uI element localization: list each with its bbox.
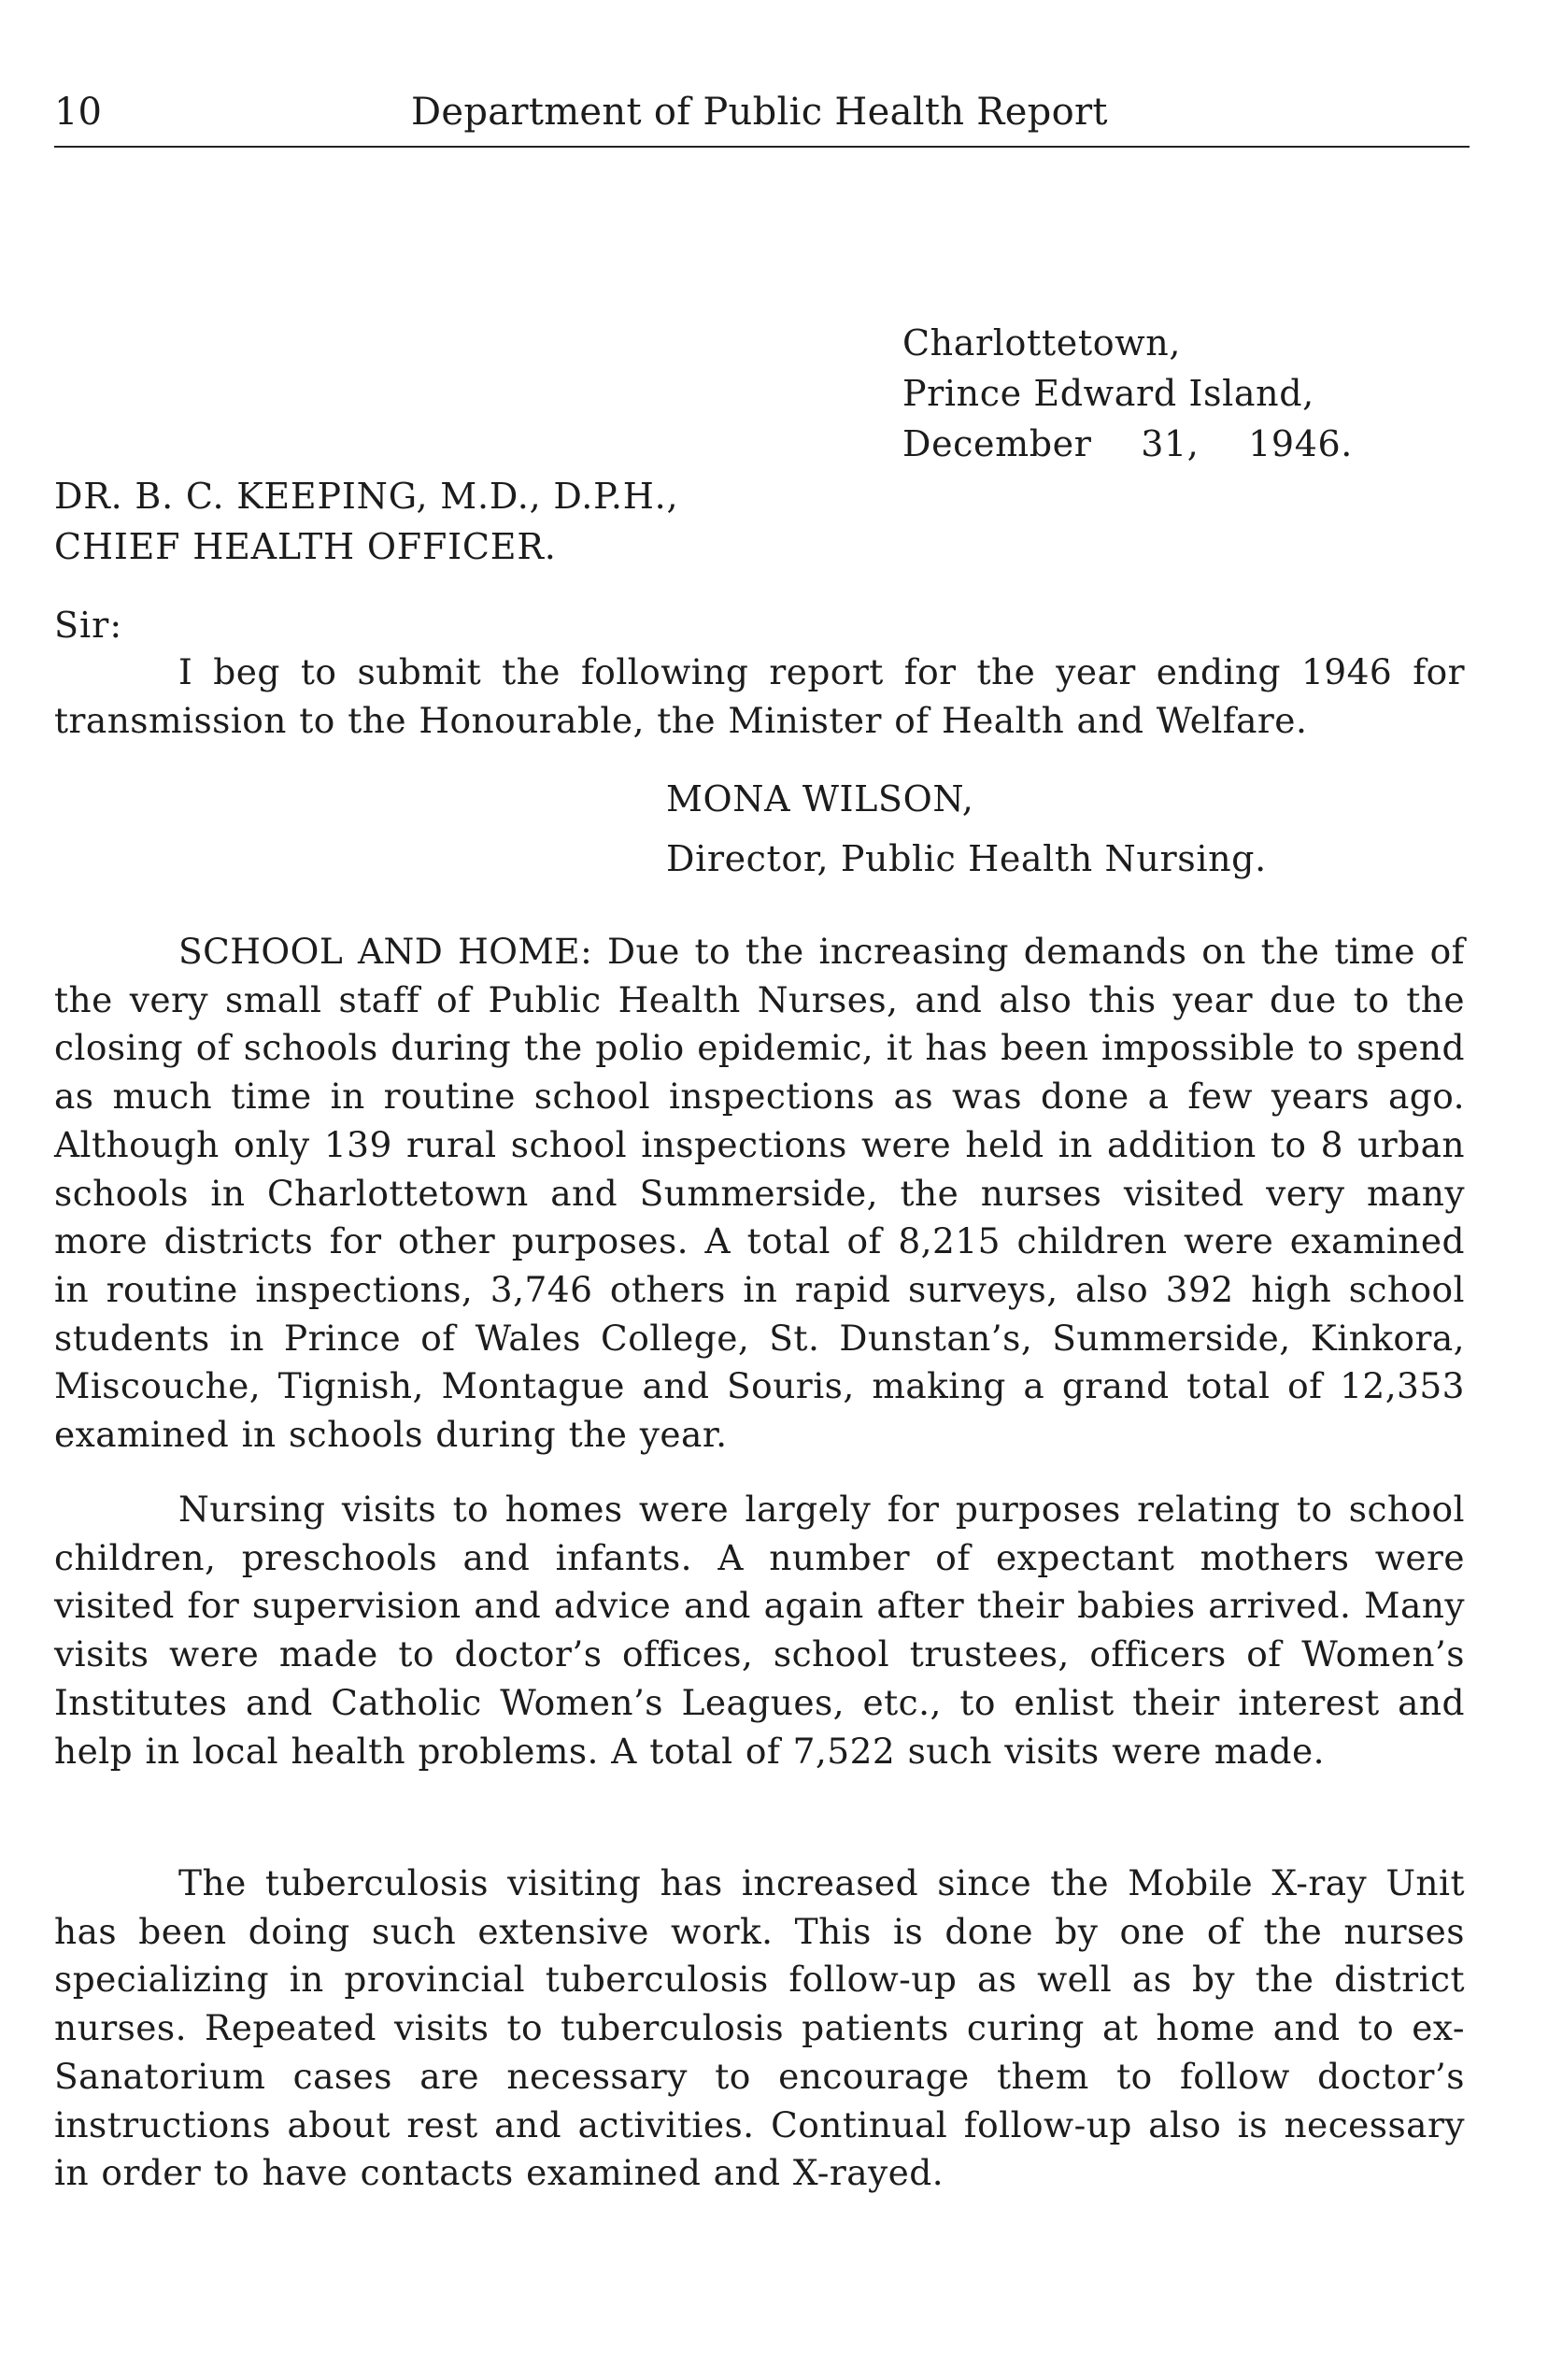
addressee-title: CHIEF HEALTH OFFICER. (54, 526, 557, 567)
place-city: Charlottetown, (902, 322, 1182, 363)
letter-place-and-date (902, 318, 1353, 469)
date-day: 31, (1141, 423, 1200, 464)
addressee-name: DR. B. C. KEEPING, M.D., D.P.H., (54, 476, 679, 517)
signature-name: MONA WILSON, (666, 778, 974, 819)
addressee (54, 471, 678, 572)
running-title: Department of Public Health Report (411, 91, 1108, 134)
place-province: Prince Edward Island, (902, 373, 1314, 414)
signature-title: Director, Public Health Nursing. (666, 838, 1267, 879)
letter-body: I beg to submit the following report for the year ending 1946 for transmission to the Honourable, the Minister of Health and Welfare. (54, 651, 1465, 741)
salutation: Sir: (54, 605, 123, 646)
date-month: December (902, 423, 1092, 464)
paragraph-tuberculosis-visiting: The tuberculosis visiting has increased since the Mobile X-ray Unit has been doing such extensive work. This is done by one of the nurses specializing in provincial tuberculosis follow-up as well as by the district nurses. Repeated visits to tuberculosis patients curing at home and to ex-Sanatorium cases are necessary to encourage them to follow doctor’s instructions about rest and activities. Continual follow-up also is necessary in order to have contacts examined and X-rayed. (54, 1862, 1465, 2194)
running-header (54, 86, 1470, 148)
letter-date (902, 419, 1353, 469)
paragraph-school-and-home: SCHOOL AND HOME: Due to the increasing demands on the time of the very small staff of Public Health Nurses, and also this year due to the closing of schools during the polio epidemic, it has been impossible to spend as much time in routine school inspections as was done a few years ago. Although only 139 rural school inspections were held in addition to 8 urban schools in Charlottetown and Summerside, the nurses visited very many more districts for other purposes. A total of 8,215 children were examined in routine inspections, 3,746 others in rapid surveys, also 392 high school students in Prince of Wales College, St. Dunstan’s, Summerside, Kinkora, Miscouche, Tignish, Montague and Souris, making a grand total of 12,353 examined in schools during the year. (54, 931, 1465, 1456)
date-year: 1946. (1248, 423, 1353, 464)
paragraph-nursing-visits: Nursing visits to homes were largely for purposes relating to school children, preschools and infants. A number of expectant mothers were visited for supervision and advice and again after their babies arrived. Many visits were made to doctor’s offices, school trustees, officers of Women’s Institutes and Catholic Women’s Leagues, etc., to enlist their interest and help in local health problems. A total of 7,522 such visits were made. (54, 1489, 1465, 1772)
page-number: 10 (54, 91, 102, 134)
signature-block (666, 769, 1267, 889)
